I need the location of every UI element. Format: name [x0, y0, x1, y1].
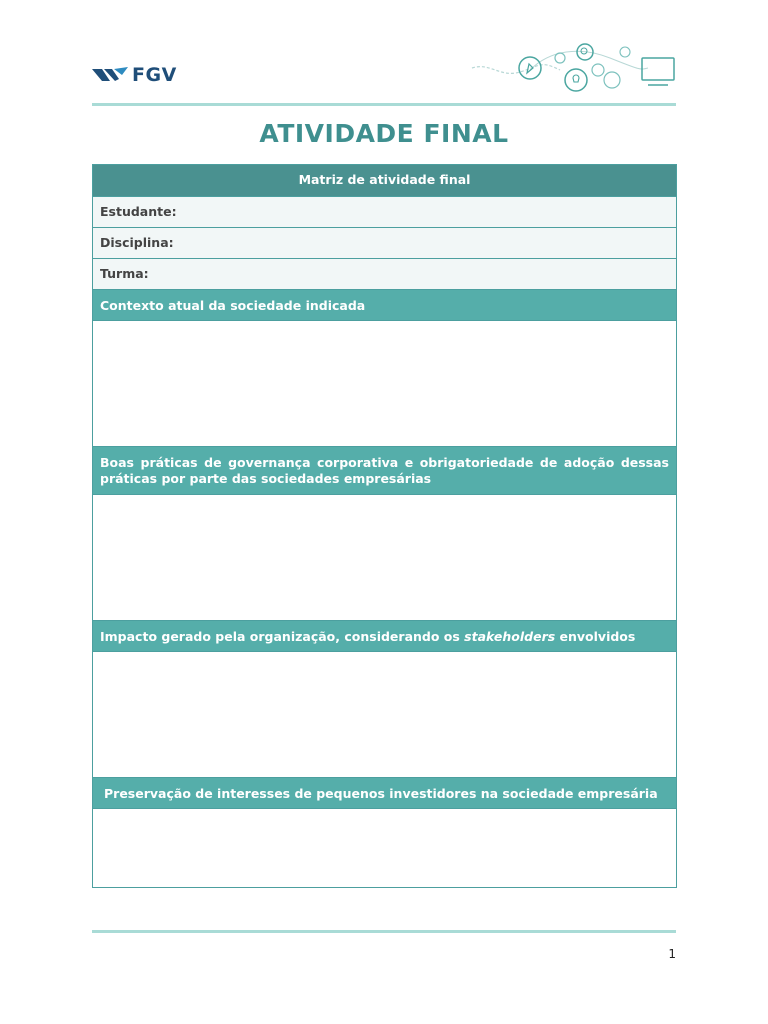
section-heading-impacto [93, 621, 676, 652]
field-disciplina[interactable]: Disciplina: [93, 228, 676, 259]
footer-divider [92, 930, 676, 933]
section-label-emphasis: stakeholders [464, 628, 556, 644]
page-number: 1 [668, 947, 676, 961]
answer-area-boas-praticas[interactable] [93, 495, 676, 621]
fgv-logo-mark-icon [92, 65, 130, 85]
section-label: Preservação de interesses de pequenos investidores na sociedade empresária [104, 785, 658, 801]
answer-area-impacto[interactable] [93, 652, 676, 778]
section-label: Boas práticas de governança corporativa e obrigatoriedade de adoção dessas práticas por parte das sociedades empresárias [100, 454, 669, 486]
page-title: ATIVIDADE FINAL [259, 119, 509, 148]
activity-matrix-table [92, 164, 677, 888]
field-estudante[interactable]: Estudante: [93, 197, 676, 228]
section-label: Contexto atual da sociedade indicada [100, 297, 366, 313]
section-label-after: envolvidos [555, 628, 636, 644]
section-label [100, 629, 635, 644]
section-heading-preservacao [93, 778, 676, 809]
answer-area-preservacao[interactable] [93, 809, 676, 887]
logo-text: FGV [132, 64, 177, 86]
answer-area-contexto[interactable] [93, 321, 676, 447]
section-heading-contexto [93, 290, 676, 321]
header-network-illustration-icon [470, 40, 680, 96]
section-heading-boas-praticas [93, 447, 676, 495]
fgv-logo [92, 64, 177, 86]
header-divider [92, 103, 676, 106]
section-label-before: Impacto gerado pela organização, considerando os [100, 628, 465, 644]
matrix-heading: Matriz de atividade final [93, 165, 676, 197]
field-turma[interactable]: Turma: [93, 259, 676, 290]
